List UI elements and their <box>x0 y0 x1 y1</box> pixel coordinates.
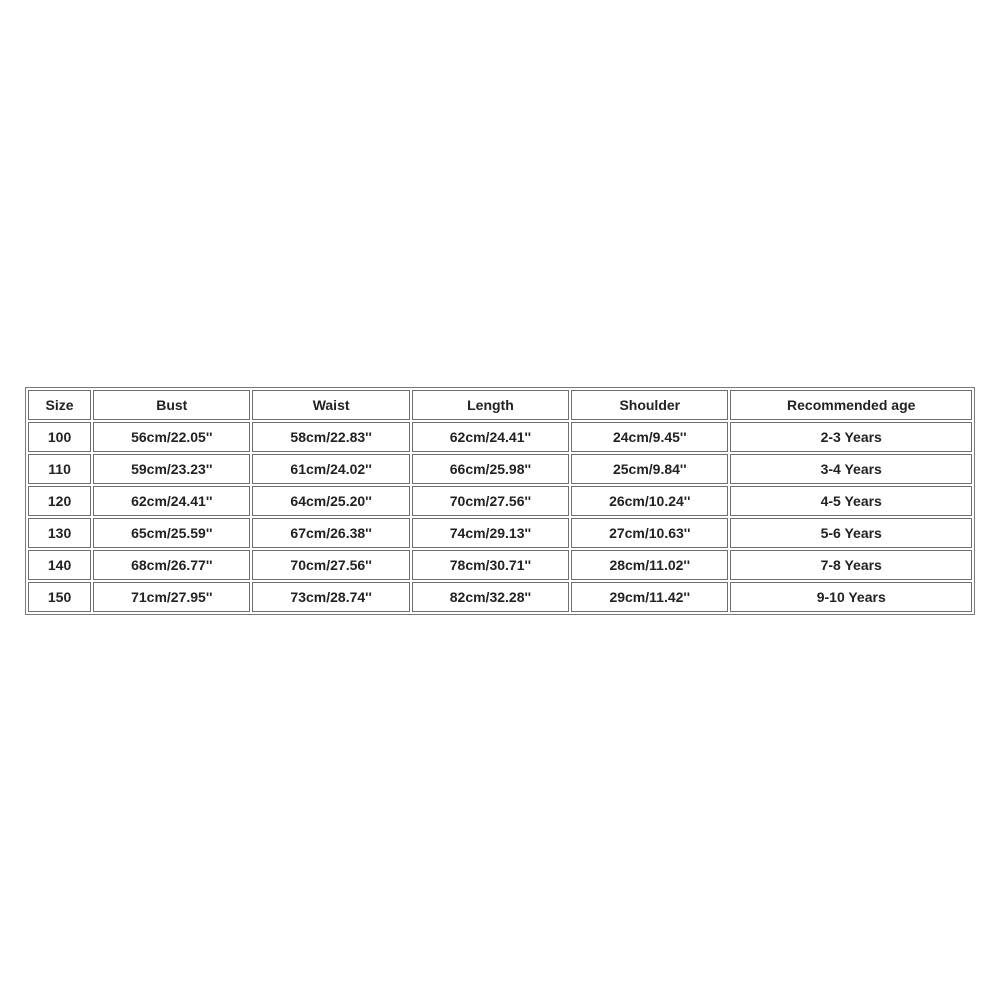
cell-recommended-age: 5-6 Years <box>730 518 972 548</box>
cell-size: 100 <box>28 422 91 452</box>
cell-waist: 58cm/22.83'' <box>252 422 409 452</box>
table-row <box>28 422 972 452</box>
cell-length: 82cm/32.28'' <box>412 582 569 612</box>
cell-length: 66cm/25.98'' <box>412 454 569 484</box>
cell-recommended-age: 7-8 Years <box>730 550 972 580</box>
cell-bust: 59cm/23.23'' <box>93 454 250 484</box>
cell-size: 130 <box>28 518 91 548</box>
header-bust: Bust <box>93 390 250 420</box>
cell-shoulder: 26cm/10.24'' <box>571 486 728 516</box>
table-row <box>28 454 972 484</box>
cell-size: 120 <box>28 486 91 516</box>
table-row <box>28 550 972 580</box>
cell-bust: 65cm/25.59'' <box>93 518 250 548</box>
size-chart-table <box>25 387 975 615</box>
cell-recommended-age: 3-4 Years <box>730 454 972 484</box>
header-waist: Waist <box>252 390 409 420</box>
table-row <box>28 486 972 516</box>
cell-shoulder: 29cm/11.42'' <box>571 582 728 612</box>
table-row <box>28 582 972 612</box>
header-recommended-age: Recommended age <box>730 390 972 420</box>
cell-bust: 56cm/22.05'' <box>93 422 250 452</box>
table-header-row <box>28 390 972 420</box>
cell-shoulder: 27cm/10.63'' <box>571 518 728 548</box>
cell-length: 78cm/30.71'' <box>412 550 569 580</box>
cell-waist: 61cm/24.02'' <box>252 454 409 484</box>
cell-bust: 62cm/24.41'' <box>93 486 250 516</box>
cell-waist: 70cm/27.56'' <box>252 550 409 580</box>
cell-size: 150 <box>28 582 91 612</box>
cell-length: 70cm/27.56'' <box>412 486 569 516</box>
cell-length: 62cm/24.41'' <box>412 422 569 452</box>
cell-recommended-age: 9-10 Years <box>730 582 972 612</box>
cell-bust: 71cm/27.95'' <box>93 582 250 612</box>
header-shoulder: Shoulder <box>571 390 728 420</box>
header-size: Size <box>28 390 91 420</box>
cell-size: 110 <box>28 454 91 484</box>
cell-waist: 67cm/26.38'' <box>252 518 409 548</box>
header-length: Length <box>412 390 569 420</box>
cell-recommended-age: 4-5 Years <box>730 486 972 516</box>
cell-recommended-age: 2-3 Years <box>730 422 972 452</box>
cell-shoulder: 28cm/11.02'' <box>571 550 728 580</box>
cell-waist: 64cm/25.20'' <box>252 486 409 516</box>
cell-size: 140 <box>28 550 91 580</box>
cell-bust: 68cm/26.77'' <box>93 550 250 580</box>
cell-shoulder: 24cm/9.45'' <box>571 422 728 452</box>
cell-waist: 73cm/28.74'' <box>252 582 409 612</box>
cell-length: 74cm/29.13'' <box>412 518 569 548</box>
table-row <box>28 518 972 548</box>
cell-shoulder: 25cm/9.84'' <box>571 454 728 484</box>
